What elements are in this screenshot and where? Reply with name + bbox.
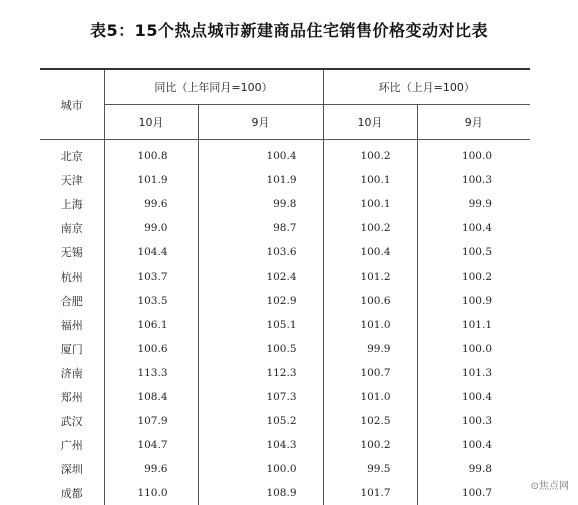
table-row [40,289,530,313]
yoy-oct-cell: 101.9 [104,168,198,192]
mom-sep-cell: 100.2 [417,264,530,288]
yoy-sep-cell: 101.9 [198,168,323,192]
yoy-oct-cell: 107.9 [104,409,198,433]
city-cell: 武汉 [40,409,104,433]
city-cell: 郑州 [40,385,104,409]
mom-sep-cell: 100.3 [417,168,530,192]
mom-oct-cell: 100.2 [323,140,417,169]
yoy-group-header: 同比（上年同月=100） [104,69,323,105]
yoy-oct-cell: 113.3 [104,361,198,385]
yoy-oct-cell: 104.4 [104,240,198,264]
yoy-sep-cell: 100.0 [198,457,323,481]
table-row [40,337,530,361]
mom-sep-cell: 100.0 [417,140,530,169]
mom-oct-cell: 100.6 [323,289,417,313]
mom-oct-header: 10月 [323,105,417,140]
mom-oct-cell: 100.1 [323,168,417,192]
city-cell: 天津 [40,168,104,192]
yoy-oct-cell: 100.8 [104,140,198,169]
yoy-sep-cell: 103.6 [198,240,323,264]
mom-oct-cell: 101.2 [323,264,417,288]
mom-oct-cell: 102.5 [323,409,417,433]
yoy-sep-cell: 100.4 [198,140,323,169]
city-cell: 深圳 [40,457,104,481]
mom-sep-cell: 100.5 [417,240,530,264]
mom-oct-cell: 100.1 [323,192,417,216]
table-row [40,385,530,409]
yoy-oct-header: 10月 [104,105,198,140]
city-cell: 合肥 [40,289,104,313]
mom-oct-cell: 100.7 [323,361,417,385]
mom-oct-cell: 100.2 [323,433,417,457]
yoy-sep-cell: 105.1 [198,313,323,337]
table-row [40,481,530,505]
mom-sep-cell: 99.8 [417,457,530,481]
mom-sep-cell: 101.3 [417,361,530,385]
mom-sep-cell: 100.3 [417,409,530,433]
yoy-sep-cell: 102.4 [198,264,323,288]
yoy-sep-header: 9月 [198,105,323,140]
city-cell: 北京 [40,140,104,169]
table-row [40,361,530,385]
yoy-oct-cell: 99.6 [104,457,198,481]
yoy-sep-cell: 104.3 [198,433,323,457]
table-row [40,264,530,288]
yoy-oct-cell: 110.0 [104,481,198,505]
yoy-sep-cell: 107.3 [198,385,323,409]
table-row [40,409,530,433]
watermark: ⊙焦点网 [528,476,572,493]
yoy-sep-cell: 99.8 [198,192,323,216]
yoy-oct-cell: 108.4 [104,385,198,409]
city-cell: 广州 [40,433,104,457]
table-row [40,433,530,457]
yoy-oct-cell: 103.7 [104,264,198,288]
price-change-table [40,68,530,505]
yoy-oct-cell: 103.5 [104,289,198,313]
yoy-oct-cell: 104.7 [104,433,198,457]
city-cell: 杭州 [40,264,104,288]
yoy-oct-cell: 99.6 [104,192,198,216]
table-row [40,240,530,264]
mom-oct-cell: 99.5 [323,457,417,481]
yoy-sep-cell: 98.7 [198,216,323,240]
mom-group-header: 环比（上月=100） [323,69,530,105]
mom-sep-cell: 100.7 [417,481,530,505]
yoy-sep-cell: 108.9 [198,481,323,505]
table-row [40,192,530,216]
yoy-oct-cell: 106.1 [104,313,198,337]
mom-oct-cell: 101.0 [323,313,417,337]
yoy-oct-cell: 99.0 [104,216,198,240]
mom-sep-cell: 100.4 [417,216,530,240]
mom-oct-cell: 100.4 [323,240,417,264]
table-row [40,313,530,337]
mom-oct-cell: 100.2 [323,216,417,240]
city-cell: 无锡 [40,240,104,264]
table-row [40,457,530,481]
yoy-oct-cell: 100.6 [104,337,198,361]
mom-sep-header: 9月 [417,105,530,140]
yoy-sep-cell: 105.2 [198,409,323,433]
yoy-sep-cell: 102.9 [198,289,323,313]
mom-oct-cell: 101.7 [323,481,417,505]
city-column-header: 城市 [40,69,104,140]
table-body [40,140,530,505]
mom-sep-cell: 100.0 [417,337,530,361]
mom-sep-cell: 101.1 [417,313,530,337]
mom-sep-cell: 100.9 [417,289,530,313]
mom-sep-cell: 100.4 [417,385,530,409]
city-cell: 厦门 [40,337,104,361]
mom-sep-cell: 100.4 [417,433,530,457]
city-cell: 福州 [40,313,104,337]
table-row [40,140,530,169]
city-cell: 上海 [40,192,104,216]
city-cell: 济南 [40,361,104,385]
yoy-sep-cell: 100.5 [198,337,323,361]
city-cell: 成都 [40,481,104,505]
page-title: 表5：15个热点城市新建商品住宅销售价格变动对比表 [0,18,578,41]
city-cell: 南京 [40,216,104,240]
mom-oct-cell: 99.9 [323,337,417,361]
mom-oct-cell: 101.0 [323,385,417,409]
table-row [40,168,530,192]
mom-sep-cell: 99.9 [417,192,530,216]
yoy-sep-cell: 112.3 [198,361,323,385]
table-row [40,216,530,240]
